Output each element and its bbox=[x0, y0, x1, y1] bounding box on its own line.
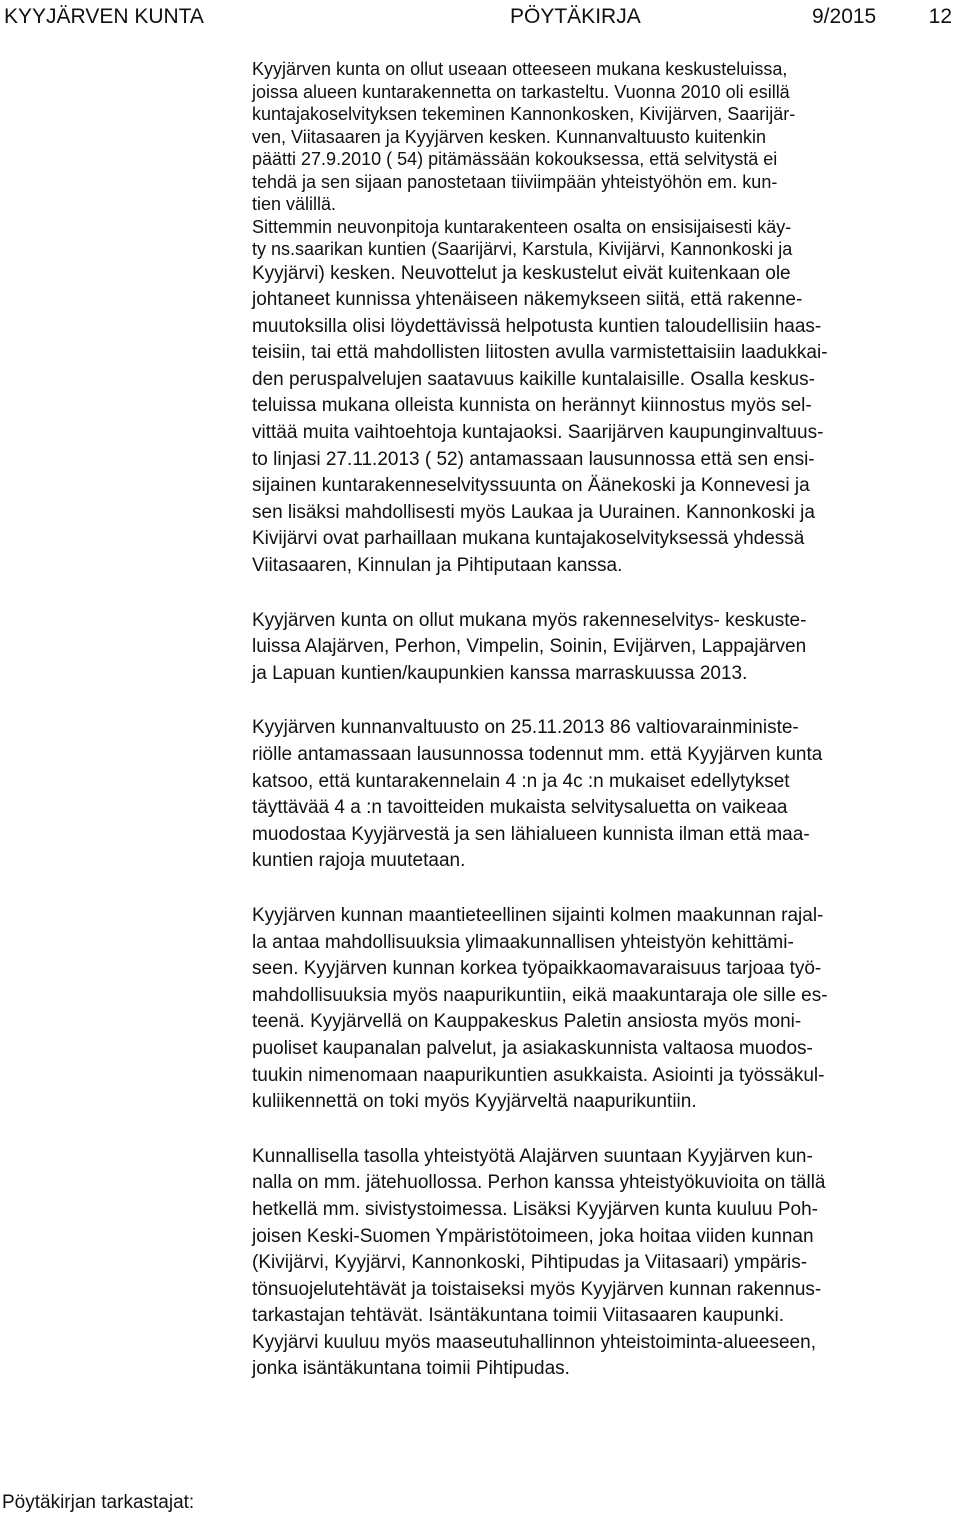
text-line: teisiin, tai että mahdollisten liitosten avulla varmistettaisiin laadukkai- bbox=[252, 342, 828, 364]
paragraph-1 bbox=[252, 58, 952, 261]
text-line: teluissa mukana olleista kunnista on herännyt kiinnostus myös sel- bbox=[252, 395, 812, 417]
text-line: tehdä ja sen sijaan panostetaan tiiviimpään yhteistyöhön em. kun- bbox=[252, 171, 778, 192]
footer-reviewers-label: Pöytäkirjan tarkastajat: bbox=[2, 1492, 195, 1513]
text-line: teenä. Kyyjärvellä on Kauppakeskus Paletin ansiosta myös moni- bbox=[252, 1011, 802, 1033]
document-type: PÖYTÄKIRJA bbox=[510, 5, 641, 28]
text-line: Kivijärvi ovat parhaillaan mukana kuntajakoselvityksessä yhdessä bbox=[252, 528, 805, 550]
text-line: tuukin nimenomaan naapurikuntien asukkaista. Asiointi ja työssäkul- bbox=[252, 1064, 825, 1086]
text-line: joissa alueen kuntarakennetta on tarkasteltu. Vuonna 2010 oli esillä bbox=[252, 81, 790, 102]
text-line: puoliset kaupanalan palvelut, ja asiakaskunnista valtaosa muodos- bbox=[252, 1037, 813, 1059]
text-line: ven, Viitasaaren ja Kyyjärven kesken. Kunnanvaltuusto kuitenkin bbox=[252, 126, 766, 147]
text-line: muodostaa Kyyjärvestä ja sen lähialueen kunnista ilman että maa- bbox=[252, 823, 810, 845]
text-line: seen. Kyyjärven kunnan korkea työpaikkaomavaraisuus tarjoaa työ- bbox=[252, 958, 822, 980]
paragraph-spacer bbox=[252, 687, 952, 715]
paragraph-3 bbox=[252, 715, 952, 875]
text-line: johtaneet kunnissa yhtenäiseen näkemykseen siitä, että rakenne- bbox=[252, 289, 803, 311]
text-line: Kyyjärven kunnan maantieteellinen sijainti kolmen maakunnan rajal- bbox=[252, 904, 824, 926]
text-line: Kyyjärvi) kesken. Neuvottelut ja keskustelut eivät kuitenkaan ole bbox=[252, 262, 791, 284]
document-body bbox=[252, 58, 952, 1383]
text-line: Kunnallisella tasolla yhteistyötä Alajärven suuntaan Kyyjärven kun- bbox=[252, 1145, 813, 1167]
text-line: riölle antamassaan lausunnossa todennut mm. että Kyyjärven kunta bbox=[252, 744, 823, 765]
text-line: Kyyjärven kunta on ollut useaan otteeseen mukana keskusteluissa, bbox=[252, 59, 788, 79]
text-line: kuntajakoselvityksen tekeminen Kannonkosken, Kivijärven, Saarijär- bbox=[252, 104, 796, 124]
text-line: sen lisäksi mahdollisesti myös Laukaa ja Uurainen. Kannonkoski ja bbox=[252, 501, 815, 523]
paragraph-1-continued bbox=[252, 261, 952, 580]
text-line: kuliikennettä on toki myös Kyyjärveltä naapurikuntiin. bbox=[252, 1091, 697, 1113]
organization-name: KYYJÄRVEN KUNTA bbox=[4, 5, 204, 28]
text-line: tien välillä. bbox=[252, 194, 337, 214]
text-line: katsoo, että kuntarakennelain 4 :n ja 4c :n mukaiset edellytykset bbox=[252, 770, 790, 792]
page-number: 12 bbox=[928, 5, 952, 28]
text-line: päätti 27.9.2010 ( 54) pitämässään kokouksessa, että selvitystä ei bbox=[252, 149, 778, 169]
text-line: jonka isäntäkuntana toimii Pihtipudas. bbox=[252, 1358, 570, 1380]
text-line: Sittemmin neuvonpitoja kuntarakenteen osalta on ensisijaisesti käy- bbox=[252, 216, 792, 237]
text-line: la antaa mahdollisuuksia ylimaakunnallisen yhteistyön kehittämi- bbox=[252, 931, 794, 953]
text-line: Kyyjärven kunnanvaltuusto on 25.11.2013 86 valtiovarainministe- bbox=[252, 717, 799, 739]
text-line: (Kivijärvi, Kyyjärvi, Kannonkoski, Pihtipudas ja Viitasaari) ympäris- bbox=[252, 1252, 808, 1274]
text-line: tönsuojelutehtävät ja toistaiseksi myös Kyyjärven kunnan rakennus- bbox=[252, 1278, 822, 1300]
text-line: to linjasi 27.11.2013 ( 52) antamassaan lausunnossa että sen ensi- bbox=[252, 448, 815, 470]
paragraph-spacer bbox=[252, 875, 952, 903]
text-line: tarkastajan tehtävät. Isäntäkuntana toimii Viitasaaren kaupunki. bbox=[252, 1305, 784, 1327]
text-line: nalla on mm. jätehuollossa. Perhon kanssa yhteistyökuvioita on tällä bbox=[252, 1172, 826, 1194]
text-line: Kyyjärven kunta on ollut mukana myös rakenneselvitys- keskuste- bbox=[252, 609, 807, 631]
text-line: kuntien rajoja muutetaan. bbox=[252, 850, 466, 872]
text-line: ja Lapuan kuntien/kaupunkien kanssa marraskuussa 2013. bbox=[252, 662, 748, 684]
text-line: sijainen kuntarakenneselvityssuunta on Äänekoski ja Konnevesi ja bbox=[252, 475, 810, 497]
paragraph-2 bbox=[252, 608, 952, 688]
text-line: joisen Keski-Suomen Ympäristötoimeen, joka hoitaa viiden kunnan bbox=[252, 1225, 814, 1247]
text-line: mahdollisuuksia myös naapurikuntiin, eikä maakuntaraja ole sille es- bbox=[252, 984, 828, 1006]
text-line: den peruspalvelujen saatavuus kaikille kuntalaisille. Osalla keskus- bbox=[252, 368, 815, 390]
paragraph-5 bbox=[252, 1144, 952, 1383]
text-line: muutoksilla olisi löydettävissä helpotusta kuntien taloudellisiin haas- bbox=[252, 315, 822, 337]
text-line: täyttävää 4 a :n tavoitteiden mukaista selvitysaluetta on vaikeaa bbox=[252, 797, 788, 819]
page-header bbox=[0, 0, 960, 36]
document-number: 9/2015 bbox=[812, 5, 877, 28]
text-line: hetkellä mm. sivistystoimessa. Lisäksi Kyyjärven kunta kuuluu Poh- bbox=[252, 1198, 819, 1220]
text-line: vittää muita vaihtoehtoja kuntajaoksi. Saarijärven kaupunginvaltuus- bbox=[252, 422, 824, 444]
text-line: luissa Alajärven, Perhon, Vimpelin, Soinin, Evijärven, Lappajärven bbox=[252, 636, 807, 658]
paragraph-4 bbox=[252, 903, 952, 1116]
text-line: Viitasaaren, Kinnulan ja Pihtiputaan kanssa. bbox=[252, 555, 623, 577]
text-line: ty ns.saarikan kuntien (Saarijärvi, Karstula, Kivijärvi, Kannonkoski ja bbox=[252, 239, 793, 259]
text-line: Kyyjärvi kuuluu myös maaseutuhallinnon yhteistoiminta-alueeseen, bbox=[252, 1331, 816, 1353]
paragraph-spacer bbox=[252, 1116, 952, 1144]
paragraph-spacer bbox=[252, 580, 952, 608]
